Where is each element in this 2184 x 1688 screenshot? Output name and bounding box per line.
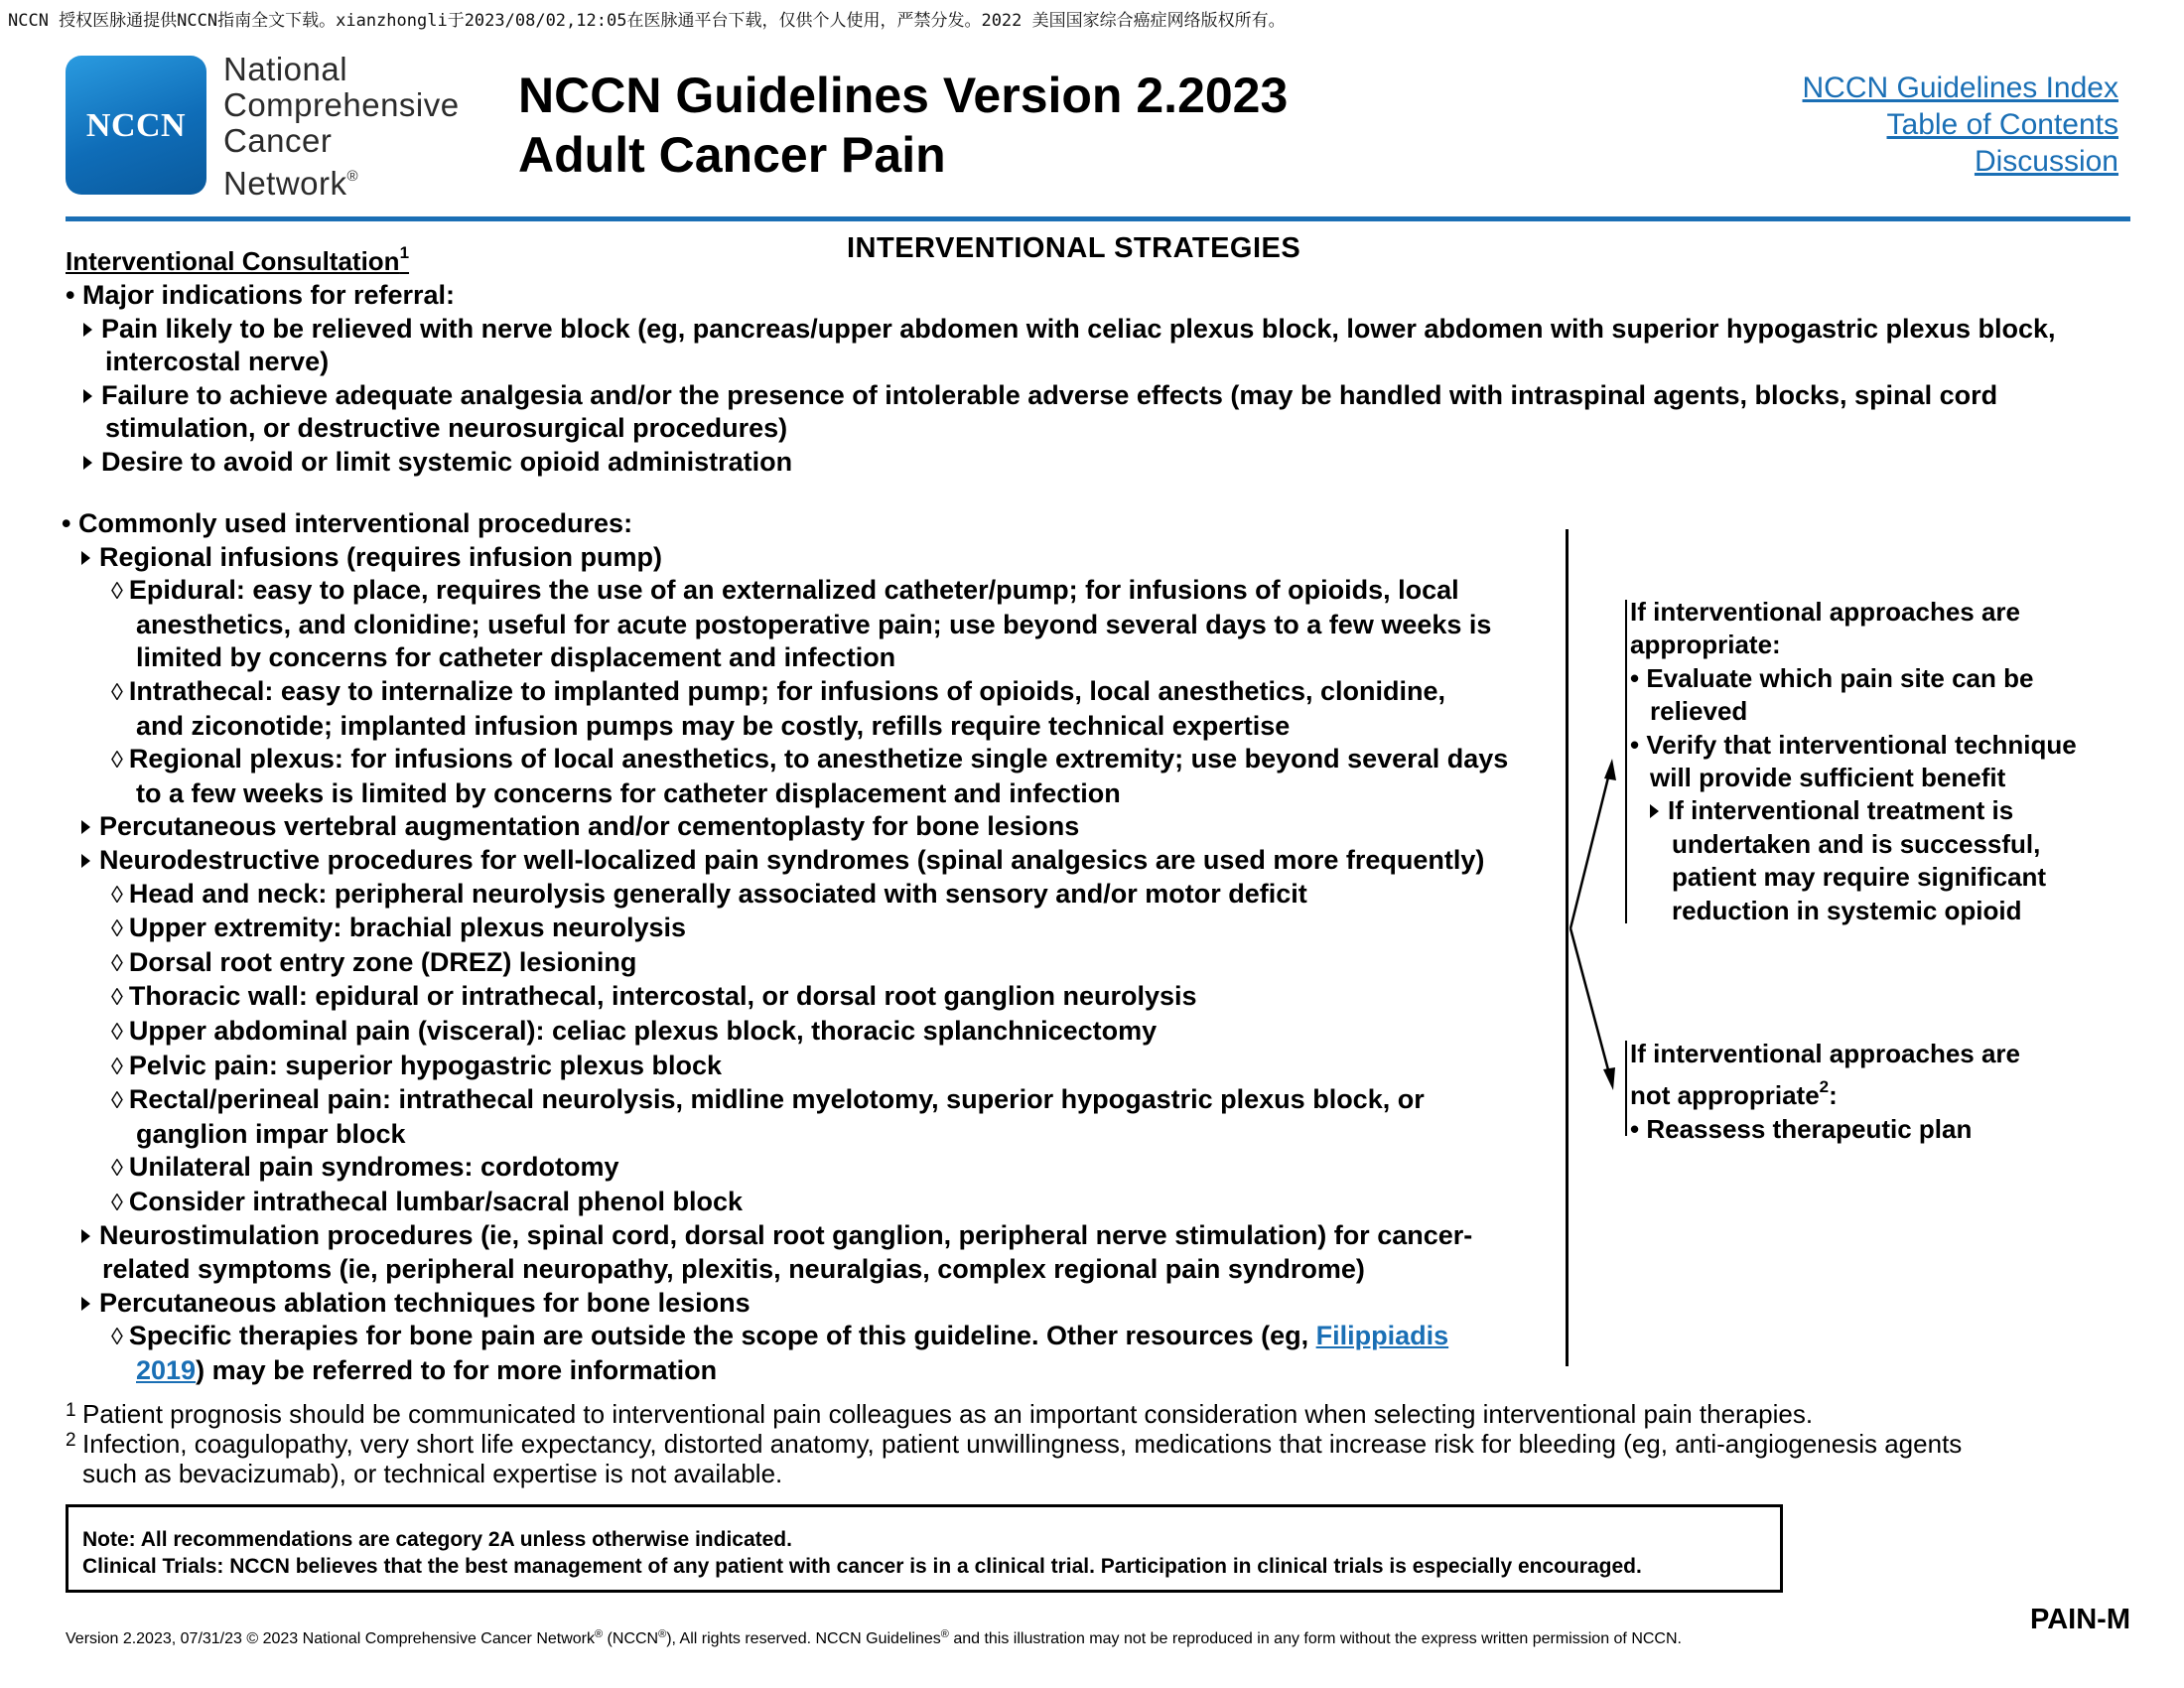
procedures-label: • Commonly used interventional procedures: bbox=[62, 508, 633, 538]
clinical-trials-note: Clinical Trials: NCCN believes that the best management of any patient with cancer is in a clinical trial. Participation in clinical trials is especially encouraged. bbox=[82, 1555, 1642, 1578]
list-item: ◊ Upper extremity: brachial plexus neurolysis bbox=[111, 913, 687, 943]
triangle-bullet-icon bbox=[81, 854, 90, 868]
copyright-notice: Version 2.2023, 07/31/23 © 2023 National Comprehensive Cancer Network® (NCCN®), All rights reserved. NCCN Guidelines® and this illustration may not be reproduced in any form without the express written permission of NCCN. bbox=[66, 1628, 1682, 1647]
list-item: ◊ Pelvic pain: superior hypogastric plexus block bbox=[111, 1050, 723, 1080]
list-item: ◊ Rectal/perineal pain: intrathecal neurolysis, midline myelotomy, superior hypogastric plexus block, or bbox=[111, 1084, 1425, 1115]
list-item: Percutaneous ablation techniques for bone lesions bbox=[62, 1287, 1508, 1321]
list-item-continuation: patient may require significant bbox=[1672, 862, 2047, 893]
diamond-bullet-icon: ◊ bbox=[111, 915, 123, 943]
arrow-up-head-icon bbox=[1604, 759, 1616, 780]
list-item: ◊ Specific therapies for bone pain are outside the scope of this guideline. Other resources (eg, Filippiadis bbox=[111, 1321, 1449, 1351]
table-of-contents-link[interactable]: Table of Contents bbox=[1886, 108, 2118, 141]
triangle-bullet-icon bbox=[1650, 804, 1659, 818]
list-item-continuation: limited by concerns for catheter displacement and infection bbox=[136, 642, 896, 673]
outcome-heading: not appropriate$^2$: bbox=[1630, 1077, 1838, 1111]
list-item: ◊ Intrathecal: easy to internalize to implanted pump; for infusions of opioids, local anesthetics, clonidine, bbox=[111, 675, 1446, 706]
triangle-bullet-icon bbox=[83, 456, 92, 470]
arrow-down-line bbox=[1570, 928, 1610, 1077]
logo-mark-text: NCCN bbox=[85, 107, 187, 144]
list-item: ◊ Regional plexus: for infusions of local anesthetics, to anesthetize single extremity; use beyond several days bbox=[111, 744, 1509, 774]
diamond-bullet-icon: ◊ bbox=[111, 1324, 123, 1351]
list-item: Neurostimulation procedures (ie, spinal cord, dorsal root ganglion, peripheral nerve stimulation) for cancer- bbox=[62, 1219, 1508, 1253]
outcome-heading: appropriate: bbox=[1630, 630, 1781, 660]
diamond-bullet-icon: ◊ bbox=[111, 678, 123, 706]
list-item: ◊ Epidural: easy to place, requires the use of an externalized catheter/pump; for infusions of opioids, local bbox=[111, 575, 1459, 606]
logo-line: Network® bbox=[223, 165, 359, 202]
not-appropriate-box-bar bbox=[1625, 1041, 1627, 1136]
diamond-bullet-icon: ◊ bbox=[111, 747, 123, 774]
discussion-link[interactable]: Discussion bbox=[1974, 145, 2118, 178]
major-indications-block bbox=[66, 279, 2056, 480]
download-watermark: NCCN 授权医脉通提供NCCN指南全文下载。xianzhongli于2023/08/02,12:05在医脉通平台下载，仅供个人使用，严禁分发。2022 美国国家综合癌症网络版权所有。 bbox=[8, 11, 1286, 31]
nccn-logo-mark bbox=[66, 56, 206, 195]
list-item: ◊ Unilateral pain syndromes: cordotomy bbox=[111, 1152, 619, 1183]
list-item-continuation: related symptoms (ie, peripheral neuropathy, plexitis, neuralgias, complex regional pain syndrome) bbox=[102, 1254, 1365, 1285]
logo-line: National bbox=[223, 51, 348, 87]
list-item: Percutaneous vertebral augmentation and/or cementoplasty for bone lesions bbox=[62, 810, 1508, 844]
decision-arrows bbox=[1559, 745, 1618, 1102]
diamond-bullet-icon: ◊ bbox=[111, 1087, 123, 1115]
triangle-bullet-icon bbox=[81, 820, 90, 834]
list-item-continuation: stimulation, or destructive neurosurgical procedures) bbox=[105, 413, 788, 444]
appropriate-box-bar bbox=[1625, 600, 1627, 923]
list-item: ◊ Consider intrathecal lumbar/sacral phenol block bbox=[111, 1186, 744, 1216]
triangle-bullet-icon bbox=[83, 323, 92, 337]
arrow-up-line bbox=[1570, 770, 1610, 928]
list-item-continuation: ganglion impar block bbox=[136, 1118, 406, 1149]
triangle-bullet-icon bbox=[83, 389, 92, 403]
list-item-continuation: 2019) may be referred to for more information bbox=[136, 1354, 718, 1385]
list-item: ◊ Upper abdominal pain (visceral): celiac plexus block, thoracic splanchnicectomy bbox=[111, 1015, 1158, 1046]
guideline-topic-title: Adult Cancer Pain bbox=[518, 127, 946, 183]
guideline-version-title: NCCN Guidelines Version 2.2023 bbox=[518, 68, 1289, 123]
list-item-continuation: will provide sufficient benefit bbox=[1650, 763, 2006, 793]
list-item: ◊ Head and neck: peripheral neurolysis generally associated with sensory and/or motor deficit bbox=[111, 878, 1307, 909]
consultation-heading: Interventional Consultation$^1$ bbox=[66, 243, 410, 276]
list-item: Pain likely to be relieved with nerve block (eg, pancreas/upper abdomen with celiac plexus block, lower abdomen with superior hypogastric plexus block, bbox=[66, 313, 2056, 347]
list-item: Regional infusions (requires infusion pump) bbox=[62, 541, 1508, 575]
diamond-bullet-icon: ◊ bbox=[111, 1155, 123, 1183]
outcome-heading: If interventional approaches are bbox=[1630, 1039, 2021, 1068]
list-item: • Verify that interventional technique bbox=[1630, 729, 2077, 760]
diamond-bullet-icon: ◊ bbox=[111, 1189, 123, 1216]
triangle-bullet-icon bbox=[81, 1297, 90, 1311]
diamond-bullet-icon: ◊ bbox=[111, 949, 123, 977]
guidelines-index-link[interactable]: NCCN Guidelines Index bbox=[1802, 71, 2118, 104]
list-item-continuation: to a few weeks is limited by concerns for catheter displacement and infection bbox=[136, 777, 1121, 808]
list-item: Neurodestructive procedures for well-localized pain syndromes (spinal analgesics are used more frequently) bbox=[62, 844, 1508, 878]
appropriate-outcome-box bbox=[1630, 596, 2077, 927]
diamond-bullet-icon: ◊ bbox=[111, 881, 123, 909]
list-item-continuation: relieved bbox=[1650, 696, 1748, 727]
list-item-continuation: undertaken and is successful, bbox=[1672, 828, 2041, 859]
category-note-box bbox=[66, 1504, 1783, 1593]
footnote-continuation: such as bevacizumab), or technical expertise is not available. bbox=[82, 1459, 783, 1488]
list-item-continuation: reduction in systemic opioid bbox=[1672, 895, 2022, 925]
diamond-bullet-icon: ◊ bbox=[111, 1053, 123, 1080]
logo-line: Cancer bbox=[223, 122, 333, 159]
diamond-bullet-icon: ◊ bbox=[111, 1018, 123, 1046]
header-nav-links bbox=[1803, 70, 2118, 180]
list-item: ◊ Dorsal root entry zone (DREZ) lesioning bbox=[111, 946, 637, 977]
list-item-continuation: anesthetics, and clonidine; useful for acute postoperative pain; use beyond several days to a few weeks is bbox=[136, 609, 1492, 639]
list-item: If interventional treatment is bbox=[1630, 794, 2077, 827]
footnote: 1 Patient prognosis should be communicated to interventional pain colleagues as an important consideration when selecting interventional pain therapies. bbox=[66, 1399, 1814, 1429]
list-item: ◊ Thoracic wall: epidural or intrathecal, intercostal, or dorsal root ganglion neurolysis bbox=[111, 981, 1197, 1012]
list-item-continuation: and ziconotide; implanted infusion pumps may be costly, refills require technical expertise bbox=[136, 710, 1291, 741]
major-indications-label: • Major indications for referral: bbox=[66, 280, 456, 310]
procedures-block bbox=[62, 507, 1508, 1387]
list-item: Desire to avoid or limit systemic opioid administration bbox=[66, 446, 2056, 480]
nccn-logo-wordmark bbox=[223, 52, 460, 202]
header-divider bbox=[66, 216, 2130, 221]
triangle-bullet-icon bbox=[81, 551, 90, 565]
filippiadis-reference-link-year[interactable]: 2019 bbox=[136, 1354, 197, 1385]
section-title: INTERVENTIONAL STRATEGIES bbox=[847, 232, 1301, 264]
list-item: • Evaluate which pain site can be bbox=[1630, 662, 2034, 693]
logo-line: Comprehensive bbox=[223, 86, 460, 123]
list-item: • Reassess therapeutic plan bbox=[1630, 1113, 1973, 1144]
diamond-bullet-icon: ◊ bbox=[111, 984, 123, 1012]
filippiadis-reference-link[interactable]: Filippiadis bbox=[1315, 1321, 1449, 1351]
footnotes bbox=[66, 1399, 2140, 1488]
diamond-bullet-icon: ◊ bbox=[111, 578, 123, 606]
footnote: 2 Infection, coagulopathy, very short life expectancy, distorted anatomy, patient unwillingness, medications that increase risk for bleeding (eg, anti-angiogenesis agents bbox=[66, 1429, 1963, 1459]
category-note: Note: All recommendations are category 2A unless otherwise indicated. bbox=[82, 1528, 792, 1551]
not-appropriate-outcome-box bbox=[1630, 1038, 2020, 1146]
triangle-bullet-icon bbox=[81, 1229, 90, 1243]
page-title bbox=[518, 66, 1288, 185]
list-item-continuation: intercostal nerve) bbox=[105, 347, 330, 377]
list-item: Failure to achieve adequate analgesia and/or the presence of intolerable adverse effects (may be handled with intraspinal agents, blocks, spinal cord bbox=[66, 379, 2056, 413]
arrow-down-head-icon bbox=[1603, 1067, 1615, 1090]
page-code: PAIN-M bbox=[2030, 1604, 2130, 1635]
outcome-heading: If interventional approaches are bbox=[1630, 597, 2021, 627]
